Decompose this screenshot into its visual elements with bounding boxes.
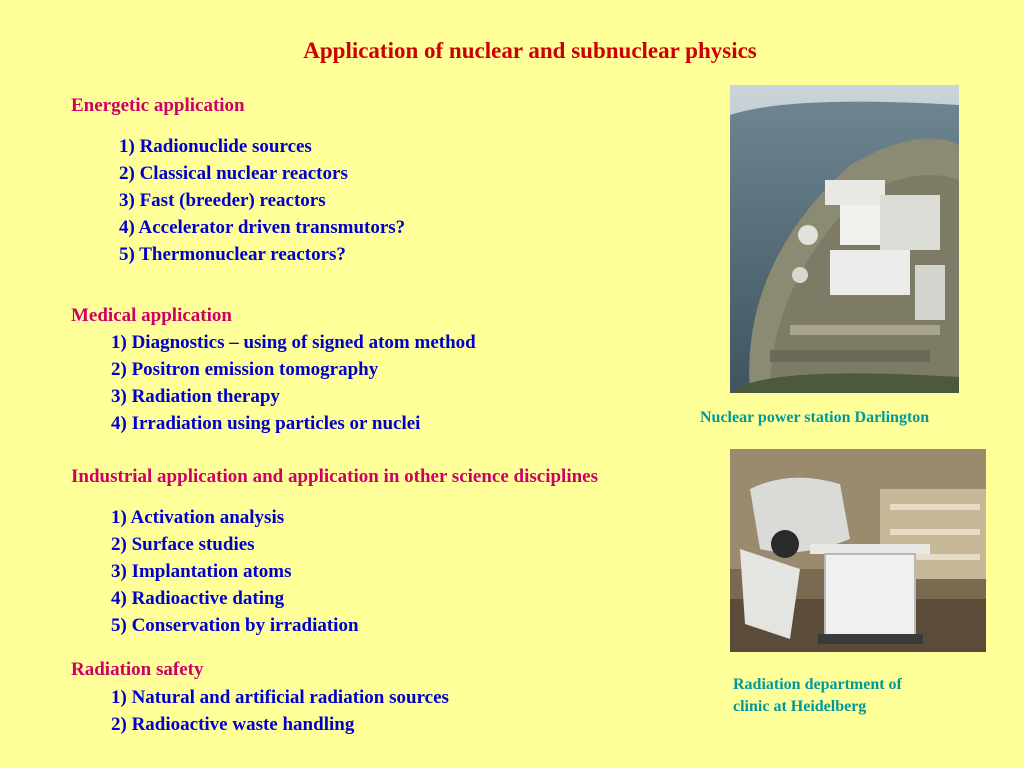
list-energetic [119,133,405,268]
list-radiation-safety [111,684,449,738]
caption-line: clinic at Heidelberg [733,698,867,715]
section-heading-energetic: Energetic application [71,95,245,116]
caption-power-station: Nuclear power station Darlington [700,409,930,426]
slide-title: Application of nuclear and subnuclear physics [303,38,757,63]
list-item: 2) Classical nuclear reactors [119,163,348,184]
list-item: 2) Positron emission tomography [111,359,379,380]
list-item: 2) Radioactive waste handling [111,714,355,735]
section-heading-industrial: Industrial application and application in other science disciplines [71,466,598,487]
list-item: 1) Radionuclide sources [119,136,312,157]
caption-radiation-department [733,674,902,718]
caption-line: Radiation department of [733,676,902,693]
list-item: 1) Natural and artificial radiation sources [111,687,449,708]
list-item: 4) Radioactive dating [111,588,285,609]
list-item: 3) Radiation therapy [111,386,280,407]
list-item: 2) Surface studies [111,534,255,555]
list-item: 5) Conservation by irradiation [111,615,359,636]
list-item: 1) Diagnostics – using of signed atom method [111,332,476,353]
list-item: 5) Thermonuclear reactors? [119,244,346,265]
power-station-photo [730,85,959,393]
list-item: 4) Accelerator driven transmutors? [119,217,406,238]
section-heading-radiation-safety: Radiation safety [71,659,204,680]
list-industrial [111,504,359,639]
list-medical [111,329,476,437]
list-item: 4) Irradiation using particles or nuclei [111,413,421,434]
radiation-department-photo [730,449,986,652]
section-heading-medical: Medical application [71,305,232,326]
list-item: 3) Fast (breeder) reactors [119,190,326,211]
list-item: 1) Activation analysis [111,507,285,528]
list-item: 3) Implantation atoms [111,561,292,582]
